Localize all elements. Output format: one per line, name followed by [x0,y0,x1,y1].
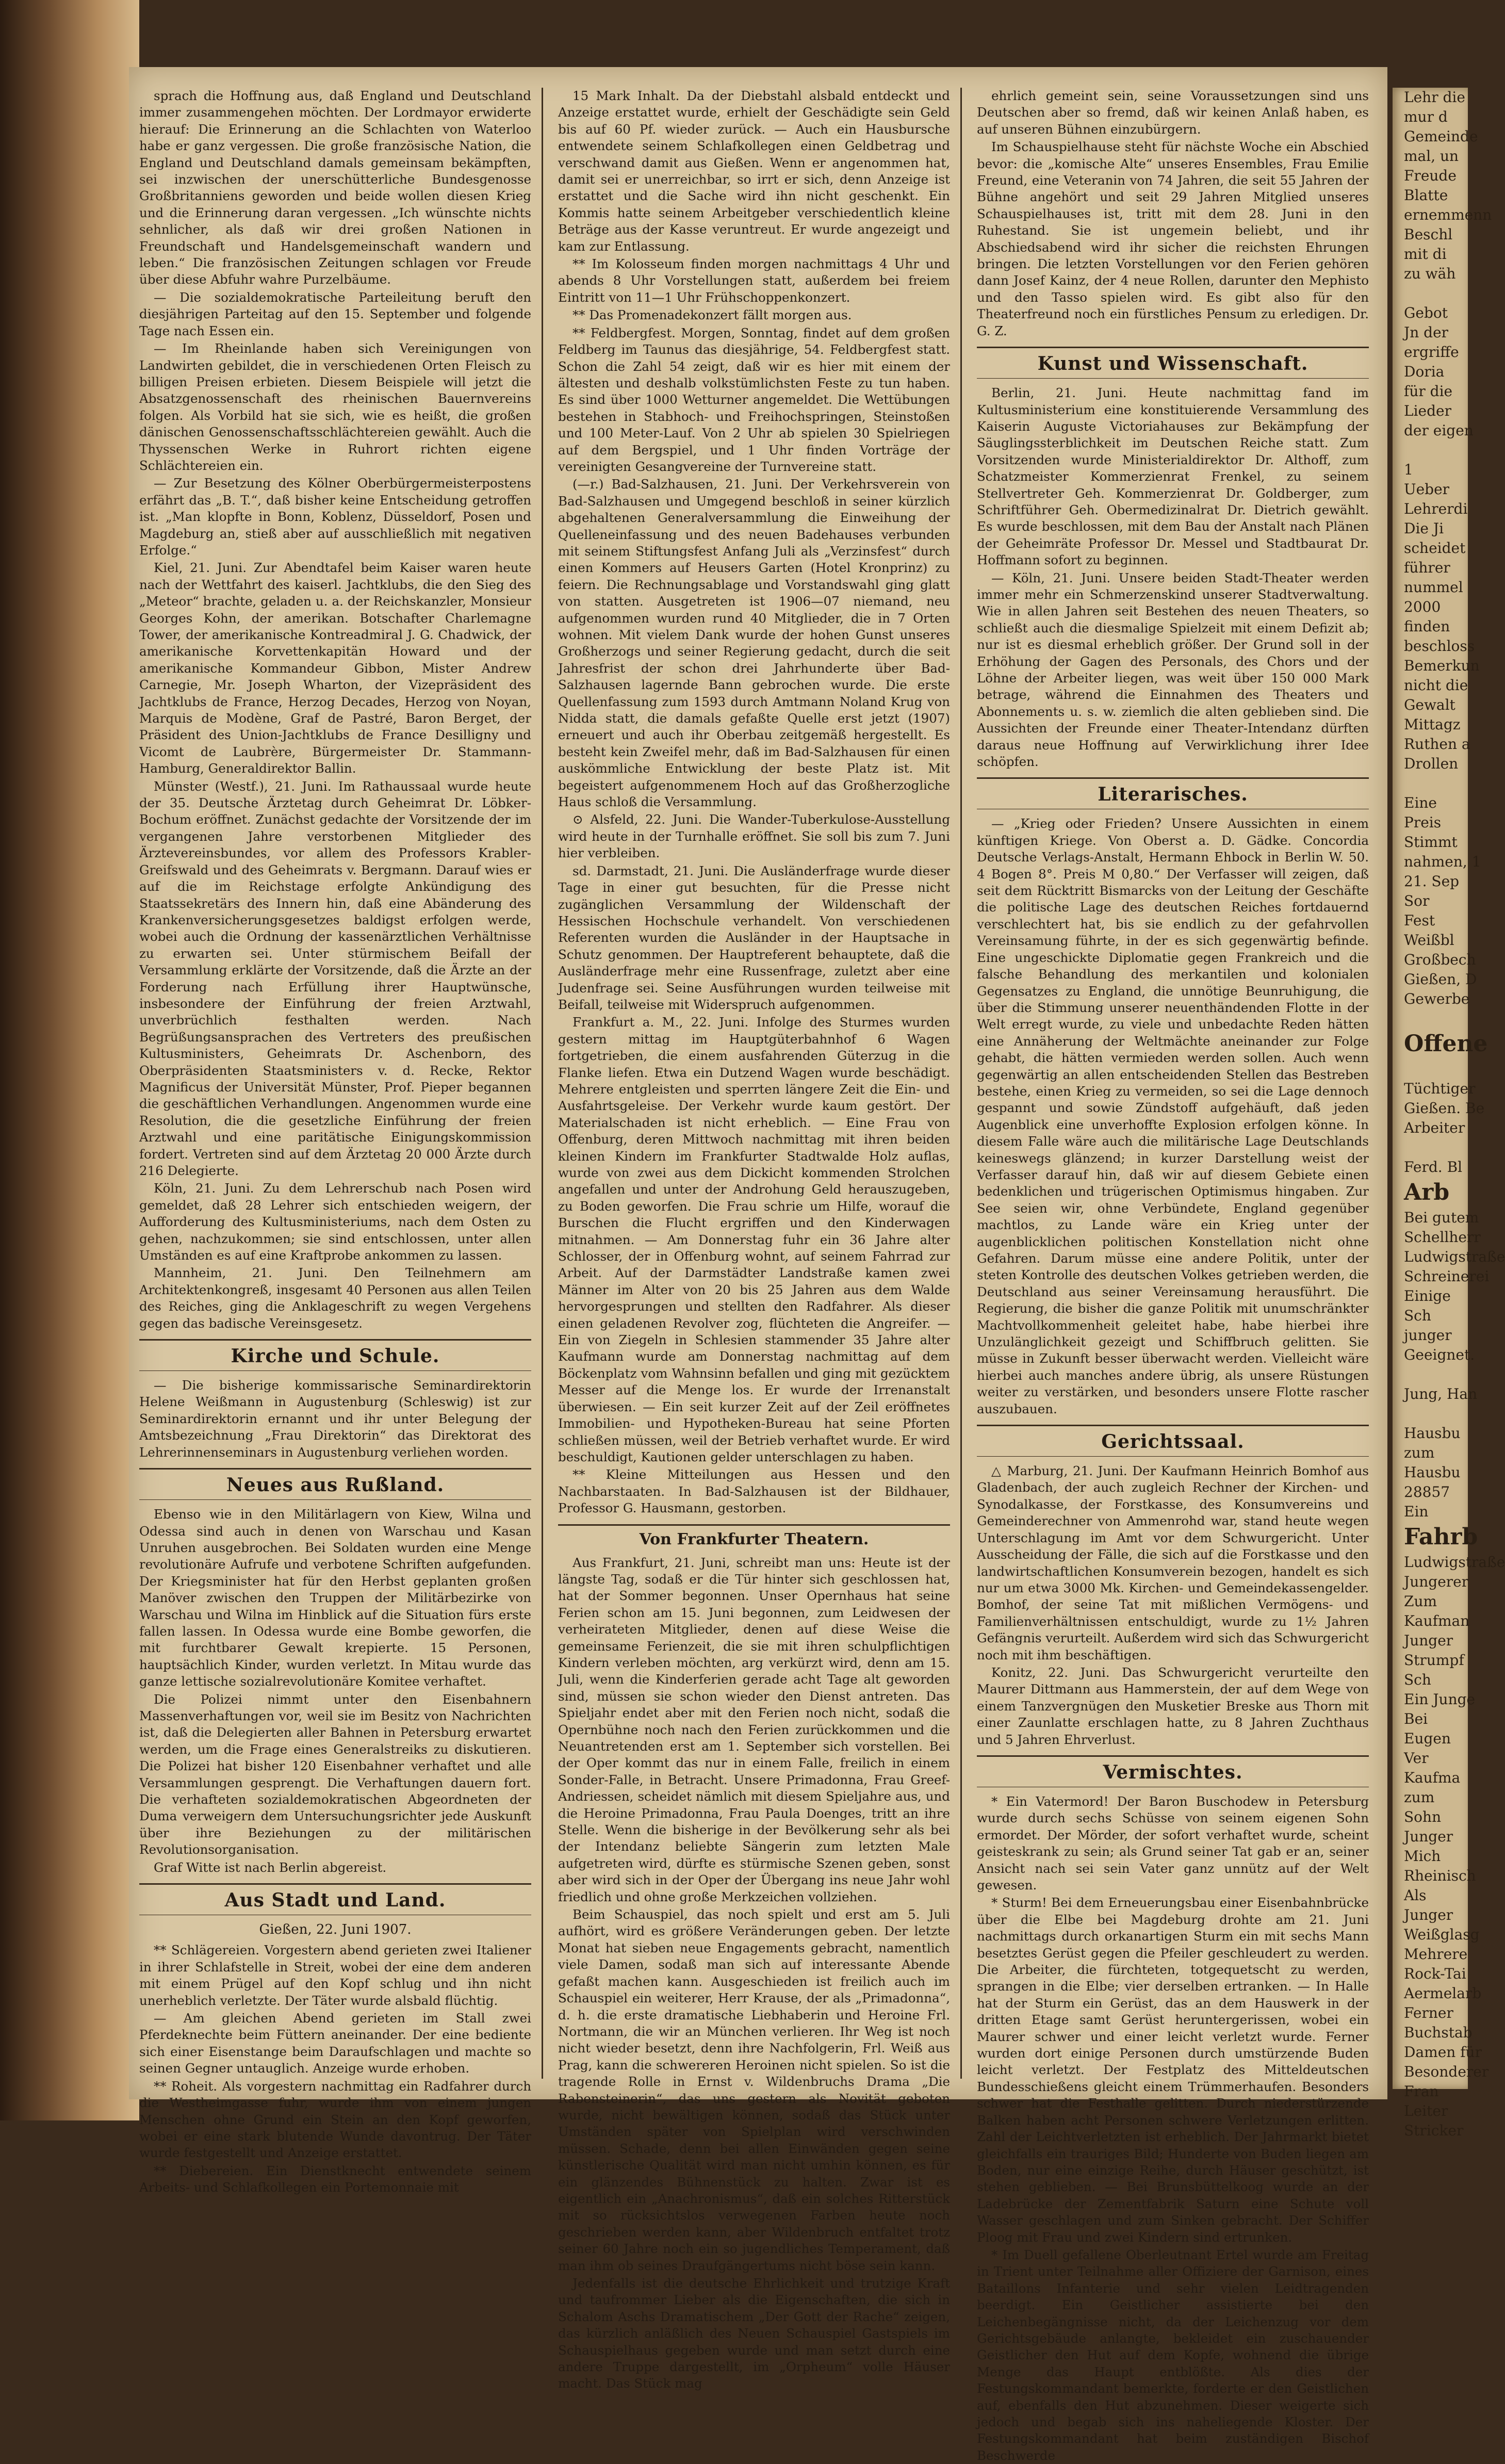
strip-line: Ueber [1404,481,1450,498]
strip-line: Kaufma [1404,1769,1461,1786]
strip-line: Junger [1404,1632,1453,1649]
theater-paragraphs [558,1555,950,2392]
theater-paragraph: Beim Schauspiel, das noch spielt und erst am 5. Juli aufhört, wird es größere Veränderungen geben. Der letzte Monat hat sieben neue Engagements gebracht, namentlich viele Damen, sodaß man sich auf interessante Abende gefaßt machen kann. Ausgeschieden ist freilich auch im Schauspiel ein weiterer, Herr Krause, der als „Primadonna“, d. h. die erste dramatische Liebhaberin und Heroine Frl. Nortmann, die wir an München verlieren. Ihr Weg ist noch nicht wieder besetzt, denn ihre Nachfolgerin, Frl. Weiß aus Prag, kann die schwereren Heroinen nicht spielen. So ist die tragende Rolle in Ernst v. Wildenbruchs Drama „Die Rabensteinerin“, das uns gestern als Novität geboten wurde, nicht bewältigen können, sodaß das Stück unter Umständen später von Spielplan wird verschwinden müssen. Schade, denn bei allen Einwänden gegen seine künstlerische Qualität wird man nicht umhin können, es für ein glänzendes Bühnenstück zu halten. Zwar ist es eigentlich ein „Anachronismus“, daß ein solches Ritterstück mit so rücksichtslos verwegenen Farben heute noch geschrieben werden kann, aber Wildenbruch entfaltet trotz seiner 60 Jahre noch ein so jugendliches Temperament, daß man ihm ob seines Draufgängertums nicht böse sein kann. [558,1907,950,2273]
article-paragraph: ** Das Promenadekonzert fällt morgen aus. [572,307,852,323]
strip-line [1404,1365,1468,1384]
strip-line: 2000 [1404,598,1441,615]
stadt-dateline: Gießen, 22. Juni 1907. [259,1922,412,1938]
strip-line: 21. Sep [1404,873,1460,890]
strip-line: Schellherr [1404,1229,1481,1246]
article-paragraph: Kiel, 21. Juni. Zur Abendtafel beim Kaiser waren heute nach der Wettfahrt des kaiserl. Jachtklubs, die den Sieg des „Meteor“ brachte, geladen u. a. der Reichskanzler, Monsieur Georges Kohn, der amerikan. Botschafter Charlemagne Tower, der amerikanische Kontreadmiral J. G. Chadwick, der amerikanische Korvettenkapitän Howard und der amerikanische Kommandeur Gibbon, Mister Andrew Carnegie, Mr. Joseph Wharton, der Vizepräsident des Jachtklubs de France, Herzog Decades, Herzog von Noyan, Marquis de Modène, Graf de Pastré, Baron Berget, der Präsident des Union-Jachtklubs de France Desilligny und Vicomt de Laubrère, Bürgermeister Dr. Stammann-Hamburg, Generaldirektor Ballin. [139,560,531,776]
strip-line [1404,774,1468,793]
stadt-paragraphs [139,1942,531,2196]
section-heading-kunst: Kunst und Wissenschaft. [977,347,1369,379]
strip-line: Großbech [1404,951,1476,968]
strip-line: Mittagz [1404,716,1461,733]
strip-line: Sor [1404,892,1430,909]
book-spine [0,0,139,2120]
strip-line: Tüchtiger [1404,1080,1476,1097]
strip-line: Strumpf [1404,1652,1464,1669]
article-paragraph: sd. Darmstadt, 21. Juni. Die Ausländerfrage wurde dieser Tage in einer gut besuchten, für die Presse nicht zugänglichen Versammlung der Wildenschaft der Hessischen Hochschule verhandelt. Von verschiedenen Referenten wurden die Ausländer in der Hauptsache in Schutz genommen. Der Hauptreferent behauptete, daß die Ausländerfrage mehr eine Russenfrage, zuletzt aber eine Judenfrage sei. Seine Ausführungen wurden teilweise mit Beifall, teilweise mit Widerspruch aufgenommen. [558,863,950,1012]
strip-line: Sch [1404,1671,1431,1688]
strip-line: nummel [1404,579,1463,596]
strip-line: Arbeiter [1404,1119,1465,1136]
strip-line: Doria [1404,363,1445,380]
strip-line: Drollen [1404,755,1459,772]
section-heading-literar: Literarisches. [977,777,1369,809]
strip-line: Die Ji [1404,520,1444,537]
article-paragraph: Im Schauspielhause steht für nächste Woche ein Abschied bevor: die „komische Alte“ unseres Ensembles, Frau Emilie Freund, eine Veteranin von 74 Jahren, die seit 55 Jahren der Bühne angehört und seit 29 Jahren Mitglied unseres Schauspielhauses ist, tritt mit dem 28. Juni in den Ruhestand. Sie ist ungemein beliebt, und ihr Abschiedsabend wird ihr sicher die reichsten Ehrungen bringen. Die letzten Vorstellungen vor den Ferien gehören dann Josef Kainz, der 4 neue Rollen, darunter den Mephisto und den Tasso spielen wird. Es gibt also für den Theaterfreund noch ein fürstliches Pensum zu erledigen. Dr. G. Z. [977,139,1369,338]
strip-line: Gebot [1404,304,1448,321]
strip-line: zu wäh [1404,265,1456,282]
strip-line: zum [1404,1444,1435,1461]
article-paragraph: Frankfurt a. M., 22. Juni. Infolge des Sturmes wurden gestern mittag im Hauptgüterbahnhof 6 Wagen fortgetrieben, die einem ausfahrenden Güterzug in die Flanke liefen. Etwa ein Dutzend Wagen wurde beschädigt. Mehrere entgleisten und sperrten längere Zeit die Ein- und Ausfahrtsgeleise. Der Verkehr wurde kaum gestört. Der Materialschaden ist nicht erheblich. — Eine Frau von Offenburg, deren Mittwoch nachmittag mit ihren beiden kleinen Kindern im Frankfurter Stadtwalde Holz auflas, wurde von zwei aus dem Dickicht kommenden Strolchen angefallen und unter der Androhung Geld herauszugeben, zu Boden geworfen. Die Frau schrie um Hilfe, worauf die Burschen die Flucht ergriffen und den Kinderwagen mitnahmen. — Am Donnerstag fuhr ein 36 Jahre alter Schlosser, der in Offenburg wohnt, auf seinem Fahrrad zur Arbeit. Auf der Darmstädter Landstraße kamen zwei Männer im Alter von 20 bis 25 Jahren aus dem Walde hervorgesprungen und stellten den Radfahrer. Als dieser einen geladenen Revolver zog, flüchteten die Angreifer. — Ein von Ziegeln in Schlesien stammender 35 Jahre alter Kaufmann wurde am Donnerstag nachmittag auf dem Böckenplatz vom Wahnsinn befallen und ging mit gezücktem Messer auf die Menge los. Er wurde der Irrenanstalt überwiesen. — Ein seit kurzer Zeit auf der Zeil eröffnetes Immobilien- und Hypotheken-Bureau hat seine Pforten schließen müssen, weil der Betrieb verhaftet wurde. Er wird beschuldigt, Kautionen gelder unterschlagen zu haben. [558,1015,950,1464]
strip-line: Rock-Tai [1404,1965,1466,1982]
gericht-paragraphs [977,1463,1369,1748]
strip-line: Geeignet. [1404,1346,1475,1363]
strip-line: Fahrb [1404,1524,1478,1550]
kirche-text: — Die bisherige kommissarische Seminardirektorin Helene Weißmann in Augustenburg (Schleswig) ist zur Seminardirektorin ernannt und ihr unter Belegung der Amtsbezeichnung „Frau Direktorin“ das Direktorat des Lehrerinnenseminars in Augustenburg verliehen worden. [139,1378,531,1460]
article-paragraph: Köln, 21. Juni. Zu dem Lehrerschub nach Posen wird gemeldet, daß 28 Lehrer sich entschieden weigern, der Aufforderung des Kultusministeriums, nach dem Osten zu gehen, nachzukommen; sie sind entschlossen, unter allen Umständen es auf eine Kraftprobe ankommen zu lassen. [139,1181,531,1263]
strip-line: 1 [1404,461,1413,478]
strip-line: Eugen [1404,1730,1451,1747]
strip-line: nahmen, 1 [1404,853,1481,870]
strip-line: Junger [1404,1828,1453,1845]
strip-line: Hausbu [1404,1464,1461,1481]
section-heading-theater: Von Frankfurter Theatern. [558,1524,950,1549]
strip-line: Gewerbe [1404,990,1470,1007]
strip-line: Lehrerdi [1404,500,1468,517]
strip-line: scheidet [1404,540,1466,557]
stadt-paragraph: ** Roheit. Als vorgestern nachmittag ein Radfahrer durch die Westheimgasse fuhr, wurde ihm von einem jungen Menschen ohne Grund ein Stein an den Kopf geworfen, wobei er eine stark blutende Wunde davontrug. Der Täter wurde festgestellt und Anzeige erstattet. [139,2078,531,2161]
strip-line: Buchstab [1404,2024,1473,2041]
strip-line [1404,1138,1468,1157]
strip-line: Als [1404,1887,1427,1904]
kunst-paragraph: — Köln, 21. Juni. Unsere beiden Stadt-Theater werden immer mehr ein Schmerzenskind unserer Stadtverwaltung. Wie in allen Jahren seit Bestehen des neuen Theaters, so schließt auch die diesmalige Spielzeit mit einem Defizit ab; nur ist es diesmal erheblich größer. Der Grund soll in der Erhöhung der Gagen des Personals, des Chors und der Löhne der Arbeiter liegen, was weit über 150 000 Mark betrage, während die Einnahmen des Theaters und Abonnements u. s. w. ziemlich die alten geblieben sind. Die Aussichten der Freunde einer Theater-Intendanz dürften daraus neue Hoffnung auf Verwirklichung ihrer Idee schöpfen. [977,570,1369,770]
section-heading-kirche: Kirche und Schule. [139,1339,531,1371]
gericht-paragraph: △ Marburg, 21. Juni. Der Kaufmann Heinrich Bomhof aus Gladenbach, der auch zugleich Rechner der Kirchen- und Synodalkasse, der Forstkasse, des Konsumvereins und Gemeinderechner von Ammenrohd war, stand heute wegen Unterschlagung im Amt vor dem Schwurgericht. Unter Ausscheidung der Fälle, die sich auf die Forstkasse und den landwirtschaftlichen Konsumverein bezogen, handelt es sich nur um etwa 3000 Mk. Kirchen- und Gemeindekassengelder. Bomhof, der seine Tat mit mißlichen Vermögens- und Familienverhältnissen entschuldigt, wurde zu 1½ Jahren Gefängnis verurteilt. Außerdem wird sich das Schwurgericht noch mit ihm beschäftigen. [977,1463,1369,1662]
strip-line: mur d [1404,108,1448,125]
strip-line: führer [1404,559,1450,576]
strip-line: der eigen [1404,422,1474,439]
theater-paragraph: Jedenfalls ist die deutsche Ehrlichkeit und trutzige Kraft und taufrommer Lieber als die Eigenschaften, die sich in Schalom Aschs Dramatischem „Der Gott der Rache“ zeigen, das kürzlich anläßlich des Neuen Schauspiel Gastspiels im Schauspielhaus gegeben wurde und man setzt durch eine andere Truppe dargestellt, im „Orpheum“ volle Häuser macht. Das Stück mag [558,2276,950,2391]
strip-line: Ludwigstraße [1404,1248,1505,1265]
strip-line: Gießen, D [1404,971,1477,988]
strip-line: Sohn [1404,1808,1442,1825]
article-paragraph: ** Im Kolosseum finden morgen nachmittags 4 Uhr und abends 8 Uhr Vorstellungen statt, außerdem bei freiem Eintritt von 11—1 Uhr Frühschoppenkonzert. [558,256,950,305]
strip-line: Zum [1404,1593,1437,1610]
strip-line: Leiter [1404,2102,1448,2119]
strip-line: Bemerkun [1404,657,1480,674]
strip-line: Gießen. Be [1404,1100,1485,1117]
strip-line: 28857 [1404,1483,1450,1500]
russland-paragraph: Ebenso wie in den Militärlagern von Kiew, Wilna und Odessa sind auch in denen von Warschau und Kasan Unruhen ausgebrochen. Bei Soldaten wurden eine Menge revolutionäre Aufrufe und verbotene Schriften aufgefunden. Der Kriegsminister hat für den Herbst geplanten großen Manöver zwischen den Truppen der Militärbezirke von Warschau und Wilna im Hinblick auf die Situation fürs erste fallen lassen. In Odessa wurde eine Bombe geworfen, die mit furchtbarer Gewalt krepierte. 15 Personen, hauptsächlich Kinder, wurden verletzt. In Mitau wurde das ganze lettische sozialrevolutionäre Komitee verhaftet. [139,1507,531,1689]
strip-line: Ferner [1404,2004,1453,2021]
vermischtes-paragraph: * Ein Vatermord! Der Baron Buschodew in Petersburg wurde durch sechs Schüsse von seinem eigenen Sohn ermordet. Der Mörder, der sofort verhaftet wurde, scheint geisteskrank zu sein; als Grund seiner Tat gab er an, seiner Ansicht nach sei sein Vater ganz unnütz auf der Welt gewesen. [977,1793,1369,1892]
column-3-top-paragraphs [977,88,1369,339]
strip-line: Jn der [1404,324,1449,341]
strip-line: Weißglasg [1404,1926,1480,1943]
strip-line: mal, un [1404,148,1459,165]
article-paragraph: ehrlich gemeint sein, seine Voraussetzungen sind uns Deutschen aber so fremd, daß wir keinen Anlaß haben, es auf unseren Bühnen einzubürgern. [977,88,1369,137]
strip-line [1404,1059,1468,1079]
strip-line: Junger [1404,1906,1453,1923]
strip-line: Ferd. Bl [1404,1158,1463,1176]
strip-line: Bei gutem [1404,1209,1479,1226]
strip-line: Damen für [1404,2044,1482,2061]
column-2-paragraphs [558,88,950,1517]
strip-line [1404,284,1468,303]
section-heading-gericht: Gerichtssaal. [977,1425,1369,1457]
strip-line: Kaufman [1404,1612,1470,1629]
vermischtes-paragraph: * Im Duell gefallene Oberleutnant Ertel wurde am Freitag in Trient unter Teilnahme aller Offiziere der Garnison, eines Bataillons Infanterie und sehr vielen Leidtragenden beerdigt. Ein Geistlicher assistierte bei den Leichenbegängnisse nicht, da der Leichenzug vor dem Gerichtsgebäude anlangte, bekleidet ein zuschauender Geistlicher den Hut auf dem Kopfe, wohnend die übrige Menge das Haupt entblößte. Als dies der Festungskommandant bemerkte, forderte er den Geistlichen auf, ebenfalls den Hut abzunehmen. Dieser weigerte sich jedoch und begab sich ins naheliegende Kloster. Der Festungskommandant hat beim zuständigen Bischof Beschwerde [977,2247,1369,2463]
article-paragraph: sprach die Hoffnung aus, daß England und Deutschland immer zusammengehen möchten. Der Lordmayor erwiderte hierauf: Die Erinnerung an die Schlachten von Waterloo habe er ganz vergessen. Die große französische Nation, die England und Deutschland damals gemeinsam bekämpften, sei inzwischen der unerschütterliche Bundesgenosse Großbritanniens geworden und beide wollen diesen Krieg und die Erinnerung daran vergessen. „Ich wünschte nichts sehnlicher, als daß wir drei großen Nationen in Freundschaft und Handelsgemeinschaft wandern und leben.“ Die französischen Zeitungen schlagen vor Freude über diese Abfuhr wahre Purzelbäume. [139,88,531,287]
strip-line: Preis [1404,814,1442,831]
strip-line: mit di [1404,246,1447,263]
strip-line: Ein Junge [1404,1691,1476,1708]
stadt-paragraph: ** Diebereien. Ein Dienstknecht entwendete seinem Arbeits- und Schlafkollegen ein Portemonnaie mit [139,2163,531,2195]
column-3 [977,88,1369,2463]
strip-line: ernemmenn [1404,206,1492,223]
column-rule-1 [542,88,543,2079]
article-paragraph: (—r.) Bad-Salzhausen, 21. Juni. Der Verkehrsverein von Bad-Salzhausen und Umgegend beschloß in seiner kürzlich abgehaltenen Generalversammlung die Einweihung der Quelleneinfassung und des neuen Badehauses verbunden mit seinem Stiftungsfest Anfang Juli als „Verzinsfest“ durch einen Kommers auf Heusers Garten (Hotel Kronprinz) zu feiern. Die Rechnungsablage und Vorstandswahl ging glatt von statten. Ausgetreten ist 1906—07 niemand, neu aufgenommen wurden rund 40 Mitglieder, die in 7 Orten wohnen. Mit vielem Dank wurde der hohen Gunst unseres Großherzogs und seiner Regierung gedacht, durch die seit Jahresfrist der schon drei Jahrhunderte über Bad-Salzhausen lagernde Bann gebrochen wurde. Die erste Quellenfassung zum 1593 durch Amtmann Noland Krug von Nidda statt, die damals gefaßte Quelle erst jetzt (1907) erneuert und auch ihr Oberbau zeitgemäß hergestellt. Es besteht kein Zweifel mehr, daß im Bad-Salzhausen für einen auskömmliche Entwicklung der beste Platz ist. Mit begeistert aufgenommenem Hoch auf das Großherzogliche Haus schloß die Versammlung. [558,477,950,810]
russland-paragraph: Die Polizei nimmt unter den Eisenbahnern Massenverhaftungen vor, weil sie im Besitz von Nachrichten ist, daß die Delegierten aller Bahnen in Petersburg erwartet werden, um die Frage eines Generalstreiks zu diskutieren. Die Polizei hat bisher 120 Eisenbahner verhaftet und alle Versammlungen gesprengt. Die Verhaftungen dauern fort. Die verhafteten sozialdemokratischen Abgeordneten der Duma verweigern dem Untersuchungsrichter jede Auskunft über ihre Beziehungen zu der militärischen Revolutionsorganisation. [139,1691,531,1857]
column-rule-2 [960,88,962,2079]
kunst-paragraph: Berlin, 21. Juni. Heute nachmittag fand im Kultusministerium eine konstituierende Versammlung des Kaiserin Auguste Victoriahauses zur Bekämpfung der Säuglingssterblichkeit im Deutschen Reiche statt. Zum Vorsitzenden wurde Ministerialdirektor Dr. Althoff, zum Schatzmeister Kommerzienrat Frenkel, zu seinem Stellvertreter Geh. Kommerzienrat Dr. Goldberger, zum Schriftführer Geh. Obermedizinalrat Dr. Dietrich gewählt. Es wurde beschlossen, mit dem Bau der Anstalt nach Plänen der Geheimräte Professor Dr. Messel und Stadtbaurat Dr. Hoffmann sofort zu beginnen. [977,385,1369,568]
adjacent-page-strip [1393,88,1505,2139]
vermischtes-paragraphs [977,1793,1369,2464]
strip-line: Freude [1404,167,1457,184]
strip-line: Rheinisch [1404,1867,1476,1884]
gericht-paragraph: Konitz, 22. Juni. Das Schwurgericht verurteilte den Maurer Dittmann aus Hammerstein, der auf dem Wege von einem Tanzvergnügen den Musketier Breske aus Thorn mit einer Zaunlatte erschlagen hatte, zu 8 Jahren Zuchthaus und 5 Jahren Ehrverlust. [977,1665,1369,1747]
strip-line: Besonderer [1404,2063,1489,2080]
article-paragraph: Mannheim, 21. Juni. Den Teilnehmern am Architektenkongreß, insgesamt 40 Personen aus allen Teilen des Reiches, ging die Anklageschrift zu wegen Vergehens gegen das badische Vereinsgesetz. [139,1265,531,1331]
strip-line [1404,440,1468,460]
strip-line: ergriffe [1404,344,1459,361]
strip-line: Ver [1404,1750,1429,1767]
article-paragraph: 15 Mark Inhalt. Da der Diebstahl alsbald entdeckt und Anzeige erstattet wurde, erhielt der Geschädigte sein Geld bis auf 60 Pf. wieder zurück. — Auch ein Hausbursche entwendete seinem Schlafkollegen einen Geldbetrag und verschwand damit aus Gießen. Wenn er angenommen hat, damit sei er unerreichbar, so irrt er sich, denn Anzeige ist erstattet und die Sache wird ihn nicht geschenkt. Ein Kommis hatte seinem Arbeitgeber verschiedentlich kleine Beträge aus der Kasse veruntreut. Er wurde angezeigt und kam zur Entlassung. [558,88,950,254]
kunst-paragraphs [977,385,1369,770]
strip-line: Stricker [1404,2122,1464,2139]
strip-line: Sch [1404,1307,1431,1324]
strip-line: Beschl [1404,226,1453,243]
strip-line: Gewalt [1404,696,1455,713]
strip-line: Schreinerei [1404,1268,1490,1285]
strip-line: Fest [1404,912,1435,929]
strip-line [1404,1404,1468,1424]
article-paragraph: — Die sozialdemokratische Parteileitung beruft den diesjährigen Parteitag auf den 15. September und folgende Tage nach Essen ein. [139,289,531,338]
strip-line: Gemeinde [1404,128,1478,145]
strip-line: Offene [1404,1031,1488,1057]
russland-paragraphs [139,1506,531,1876]
strip-line: beschloss [1404,638,1475,655]
literar-text: — „Krieg oder Frieden? Unsere Aussichten in einem künftigen Kriege. Von Oberst a. D. Gädke. Concordia Deutsche Verlags-Anstalt, Hermann Ehbock in Berlin W. 50. 4 Bogen 8°. Preis M 0,80.“ Der Verfasser will zeigen, daß seit dem Rücktritt Bismarcks von der Leitung der Geschäfte die politische Lage des deutschen Reiches fortdauernd verschlechtert hat, bis sie endlich zu der gefahrvollen Vereinsamung führte, in der es sich gegenwärtig befinde. Eine ungeschickte Diplomatie gegen Frankreich und die falsche Behandlung des merkantilen und kolonialen Gegensatzes zu England, die unnötige Beunruhigung, die über die Stimmung unserer neuenthändenden Flotte in der Welt erregt wurde, zu viele und unbedachte Reden hätten eine Annäherung der Weltmächte aneinander zur Folge gehabt, die hätten vermieden werden sollen. Auch wenn gegenwärtig an allen entscheidenden Stellen das Bestreben bestehe, einen Krieg zu vermeiden, so sei die Lage dennoch gespannt und sowie Zündstoff aufgehäuft, daß jeden Augenblick eine unverhoffte Explosion erfolgen könne. In diesem Falle wäre auch die militärische Lage Deutschlands keineswegs glänzend; in kurzer Darstellung weist der Verfasser darauf hin, daß wir auf diesem Gebiete einen bedenklichen und trügerischen Optimismus hingaben. Zur See seien wir, ohne Verbündete, England gegenüber machtlos, zu Lande wäre ein Krieg unter der augenblicklichen politischen Konstellation nicht ohne Gefahren. Darum müsse eine andere Politik, unter der steten Kontrolle des deutschen Volkes getrieben werden, die Deutschland aus seiner Vereinsamung herausführt. Die Regierung, die bisher die ganze Politik mit unumschränkter Machtvollkommenheit geleitet habe, habe hierbei ihre Unzulänglichkeit gezeigt und Schiffbruch gelitten. Sie müsse in Zukunft besser überwacht werden. Vielleicht wäre hierbei auch manches andere übrig, als unsere Rüstungen weiter zu verstärken, und besonders unsere Flotte rascher auszubauen. [977,816,1369,1416]
strip-line: zum [1404,1789,1435,1806]
column-1 [139,88,531,2195]
column-2 [558,88,950,2391]
strip-line: finden [1404,618,1450,635]
strip-line: Hausbu [1404,1425,1461,1442]
strip-line: Jungerer [1404,1573,1469,1590]
strip-line: Ruthen a [1404,736,1470,753]
strip-line: Lehr die [1404,89,1465,106]
article-paragraph: ** Feldbergfest. Morgen, Sonntag, findet auf dem großen Feldberg im Taunus das diesjährige, 54. Feldbergfest statt. Schon die Zahl 54 zeigt, daß wir es hier mit einem der ältesten und deshalb volkstümlichsten Feste zu tun haben. Es sind über 1000 Wetturner angemeldet. Die Wettübungen bestehen in Stabhoch- und Freihochspringen, Steinstoßen und 100 Meter-Lauf. Von 2 Uhr ab spielen 30 Spielriegen auf dem Bergspiel, und 1 Uhr finden Vorträge der vereinigten Gesangvereine der Turnvereine statt. [558,325,950,474]
strip-line: Mich [1404,1848,1441,1865]
theater-paragraph: Aus Frankfurt, 21. Juni, schreibt man uns: Heute ist der längste Tag, sodaß er die Tür hinter sich geschlossen hat, hat der Sommer begonnen. Unser Opernhaus hat seine Ferien schon am 15. Juni begonnen, zum Leidwesen der verheirateten Mitglieder, denen auf diese Weise die gemeinsame Ferienzeit, die sie mit ihren schulpflichtigen Kindern verleben möchten, arg verkürzt wird, denn am 15. Juli, wenn die Kinderferien gerade acht Tage alt geworden sind, müssen sie schon wieder den Dienst antreten. Das Spieljahr endet aber mit den Ferien noch nicht, sodaß die Opernbühne noch nach den Ferien zurückkommen und die Neuantretenden erst am 1. September sich vorstellen. Bei der Oper kommt das nur in einem Falle, freilich in einem Sonder-Falle, in Betracht. Unsere Primadonna, Frau Greef-Andriessen, scheidet nämlich mit diesem Spieljahre aus, und die Heroine Primadonna, Frau Paula Doenges, tritt an ihre Stelle. Wenn die bisherige in der Bevölkerung sehr als bei der Intendanz beliebte Sängerin zum letzten Male aufgetreten wird, dürfte es stürmische Szenen geben, sonst aber wird sich in der Oper der Übergang ins neue Jahr wohl friedlich und ohne große Merkzeichen vollziehen. [558,1555,950,1904]
article-paragraph: ⊙ Alsfeld, 22. Juni. Die Wander-Tuberkulose-Ausstellung wird heute in der Turnhalle eröffnet. Sie soll bis zum 7. Juni hier verbleiben. [558,812,950,861]
strip-line: Stimmt [1404,834,1458,851]
strip-line: für die [1404,383,1453,400]
strip-line: Blatte [1404,187,1448,204]
section-heading-russland: Neues aus Rußland. [139,1468,531,1500]
strip-line: Eine [1404,794,1437,811]
strip-line: Einige [1404,1287,1451,1304]
newspaper-page [129,67,1387,2463]
strip-line: Jung, Han [1404,1385,1478,1402]
strip-line: Ein [1404,1503,1429,1520]
stadt-paragraph: ** Schlägereien. Vorgestern abend gerieten zwei Italiener in ihrer Schlafstelle in Streit, wobei der eine dem anderen mit einem Prügel auf den Kopf schlug und ihn nicht unerheblich verletzte. Der Täter wurde alsbald flüchtig. [139,1943,531,2008]
strip-line: Ludwigstraße [1404,1554,1505,1571]
strip-line: nicht die [1404,677,1468,694]
strip-line: Arb [1404,1179,1450,1205]
strip-line [1404,1009,1468,1029]
article-paragraph: — Zur Besetzung des Kölner Oberbürgermeisterpostens erfährt das „B. T.“, daß bisher keine Entscheidung getroffen ist. „Man klopfte in Bonn, Koblenz, Düsseldorf, Posen und Magdeburg an, stieß aber auf ausschließlich mit negativen Erfolge.“ [139,476,531,558]
vermischtes-paragraph: * Sturm! Bei dem Erneuerungsbau einer Eisenbahnbrücke über die Elbe bei Magdeburg drohte am 21. Juni nachmittags durch orkanartigen Sturm ein mit sechs Mann besetztes Gerüst gegen die Pfeiler geschleudert zu werden. Die Arbeiter, die fürchteten, totgequetscht zu werden, sprangen in die Elbe; vier derselben ertranken. — In Halle hat der Sturm ein Gerüst, das an dem Hauswerk in der dritten Etage samt Gerüst heruntergerissen, wobei ein Maurer schwer und einer leicht verletzt wurde. Ferner wurden dort einige Personen durch umstürzende Buden leicht verletzt. Der Festplatz des Mitteldeutschen Bundesschießens gleicht einem Trümmerhaufen. Besonders schwer hat die Festhalle gelitten. Durch niederstürzende Balken haben acht Personen schwere Verletzungen erlitten. Zahl der Leichtverletzten ist erheblich. Der Jahrmarkt bietet gleichfalls ein trauriges Bild; Hunderte von Buden liegen am Boden, nur eine einzige Reihe, durch Häuser geschützt, ist stehen geblieben. — Bei Brunsbüttelkoog wurde an der Ladebrücke der Zementfabrik Saturn eine Schute voll Wasser geschlagen und zum Sinken gebracht. Der Schiffer Ploog mit Frau und zwei Kindern sind ertrunken. [977,1895,1369,2245]
column-1-paragraphs [139,88,531,1332]
strip-line: Bei [1404,1710,1428,1727]
strip-line: Aermelarb [1404,1985,1482,2002]
section-heading-vermischtes: Vermischtes. [977,1755,1369,1787]
strip-line: Mehrere [1404,1946,1468,1963]
russland-paragraph: Graf Witte ist nach Berlin abgereist. [154,1859,387,1875]
strip-line: junger [1404,1327,1452,1344]
section-heading-stadt: Aus Stadt und Land. [139,1883,531,1915]
strip-line: Lieder [1404,402,1451,419]
strip-line: Weißbl [1404,932,1454,949]
article-paragraph: Münster (Westf.), 21. Juni. Im Rathaussaal wurde heute der 35. Deutsche Ärztetag durch Geheimrat Dr. Löbker-Bochum eröffnet. Zunächst gedachte der Vorsitzende der im vergangenen Jahre verstorbenen Mitglieder des Ärztevereinsbundes, vor allem des Professors Krabler-Greifswald und des Geheimrats v. Bergmann. Darauf wies er auf die im Reichstage erfolgte Ankündigung des Staatssekretärs des Innern hin, daß eine Abänderung des Krankenversicherungsgesetzes baldigst erfolgen werde, wobei auch die Ordnung der kassenärztlichen Verhältnisse zu erwarten sei. Unter stürmischem Beifall der Versammlung erklärte der Vorsitzende, daß die Ärzte an der Forderung nach Erfüllung ihrer Hauptwünsche, insbesondere der Einführung der freien Arztwahl, unverbrüchlich festhalten werden. Nach Begrüßungsansprachen des Vertreters des preußischen Kultusministers, Geheimrats Dr. Aschenborn, des Oberpräsidenten Staatsministers v. d. Recke, Rektor Magnificus der Universität Münster, Prof. Pieper begannen die geschäftlichen Verhandlungen. Angenommen wurde eine Resolution, die die gesetzliche Einführung der freien Arztwahl und eine paritätische Einigungskommission fordert. Vertreten sind auf dem Ärztetag 20 000 Ärzte durch 216 Delegierte. [139,778,531,1178]
stadt-paragraph: — Am gleichen Abend gerieten im Stall zwei Pferdeknechte beim Füttern aneinander. Der eine bediente sich einer Eisenstange beim Daraufschlagen und machte so seinen Gegner untauglich. Anzeige wurde erhoben. [139,2011,531,2076]
article-paragraph: — Im Rheinlande haben sich Vereinigungen von Landwirten gebildet, die in verschiedenen Orten Fleisch zu billigen Preisen erbieten. Diesem Beispiele will jetzt die Absatzgenossenschaft des rheinischen Bauernvereins folgen. Als Vorbild hat sie sich, wie es heißt, die großen dänischen Genossenschaftsschlächtereien gewählt. Auch die Thyssenschen Werke in Ruhrort richten eigene Schlächtereien ein. [139,341,531,473]
strip-line: Fran [1404,2083,1439,2100]
article-paragraph: ** Kleine Mitteilungen aus Hessen und den Nachbarstaaten. In Bad-Salzhausen ist der Bildhauer, Professor G. Hausmann, gestorben. [558,1467,950,1516]
